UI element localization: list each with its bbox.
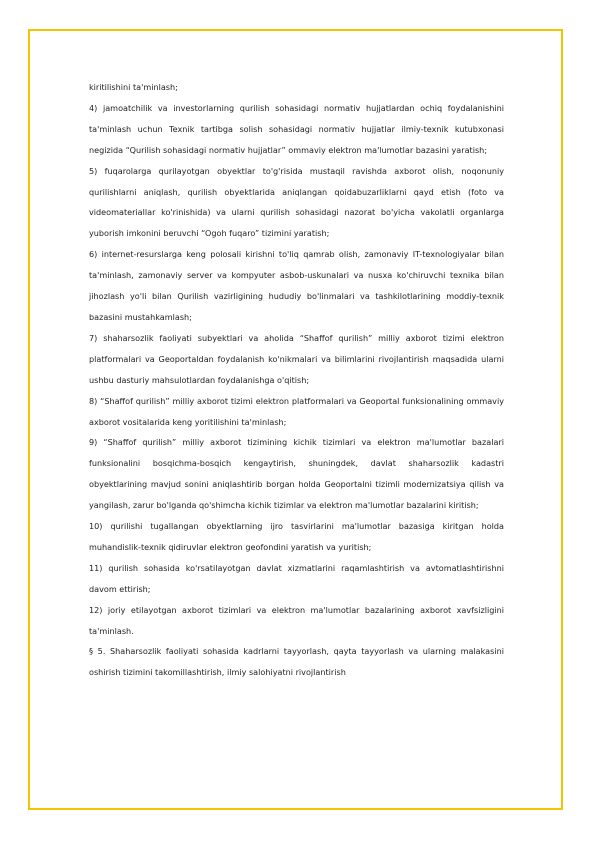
list-item-4: 4) jamoatchilik va investorlarning qurilish sohasidagi normativ hujjatlardan ochiq foydalanishini ta'minlash uchun Texnik tartibga solish sohasidagi normativ hujjatlar ilmiy-texnik kutubxonasi negizida “Qurilish sohasidagi normativ hujjatlar” ommaviy elektron ma'lumotlar bazasini yaratish; bbox=[89, 102, 504, 155]
list-item-9: 9) “Shaffof qurilish” milliy axborot tizimining kichik tizimlari va elektron ma'lumotlar bazalari funksionalini bosqichma-bosqich kengaytirish, shuningdek, davlat shaharsozlik kadastri obyektlarining mavjud sonini aniqlashtirib borgan holda Geoportalni tizimli modernizatsiya qilish va yangilash, zarur bo'lganda qo'shimcha kichik tizimlar va elektron ma'lumotlar bazalarini kiritish; bbox=[89, 437, 504, 511]
list-item-5: 5) fuqarolarga qurilayotgan obyektlar to'g'risida mustaqil ravishda axborot olish, noqonuniy qurilishlarni aniqlash, qurilish obyektlarida aniqlangan qoidabuzarliklarni qayd etish (foto va videomateriallar ko'rinishida) va ularni qurilish sohasidagi nazorat bo'yicha vakolatli organlarga yuborish imkonini beruvchi “Ogoh fuqaro” tizimini yaratish; bbox=[89, 165, 504, 239]
list-item-6: 6) internet-resurslarga keng polosali kirishni to'liq qamrab olish, zamonaviy IT-texnologiyalar bilan ta'minlash, zamonaviy server va kompyuter asbob-uskunalari va nusxa ko'chiruvchi texnika bilan jihozlash yo'li bilan Qurilish vazirligining hududiy bo'linmalari va tashkilotlarining moddiy-texnik bazasini mustahkamlash; bbox=[89, 249, 504, 322]
list-item-7: 7) shaharsozlik faoliyati subyektlari va aholida “Shaffof qurilish” milliy axborot tizimi elektron platformalari va Geoportaldan foydalanish ko'nikmalari va bilimlarini rivojlantirish maqsadida ularni ushbu dasturiy mahsulotlardan foydalanishga o'qitish; bbox=[89, 332, 504, 385]
list-item-10: 10) qurilishi tugallangan obyektlarning ijro tasvirlarini ma'lumotlar bazasiga kiritgan holda muhandislik-texnik qidiruvlar elektron geofondini yaratish va yuritish; bbox=[89, 521, 504, 552]
list-item-12: 12) joriy etilayotgan axborot tizimlari va elektron ma'lumotlar bazalarining axborot xavfsizligini ta'minlash. bbox=[89, 604, 504, 636]
list-item-11: 11) qurilish sohasida ko'rsatilayotgan davlat xizmatlarini raqamlashtirish va avtomatlashtirishni davom ettirish; bbox=[89, 562, 504, 594]
document-body bbox=[89, 77, 504, 683]
paragraph-continuation: kiritilishini ta'minlash; bbox=[89, 82, 178, 92]
section-heading-5: § 5. Shaharsozlik faoliyati sohasida kadrlarni tayyorlash, qayta tayyorlash va ularning malakasini oshirish tizimini takomillashtirish, ilmiy salohiyatni rivojlantirish bbox=[89, 646, 504, 678]
list-item-8: 8) “Shaffof qurilish” milliy axborot tizimi elektron platformalari va Geoportal funksionalining ommaviy axborot vositalarida keng yoritilishini ta'minlash; bbox=[89, 395, 504, 427]
